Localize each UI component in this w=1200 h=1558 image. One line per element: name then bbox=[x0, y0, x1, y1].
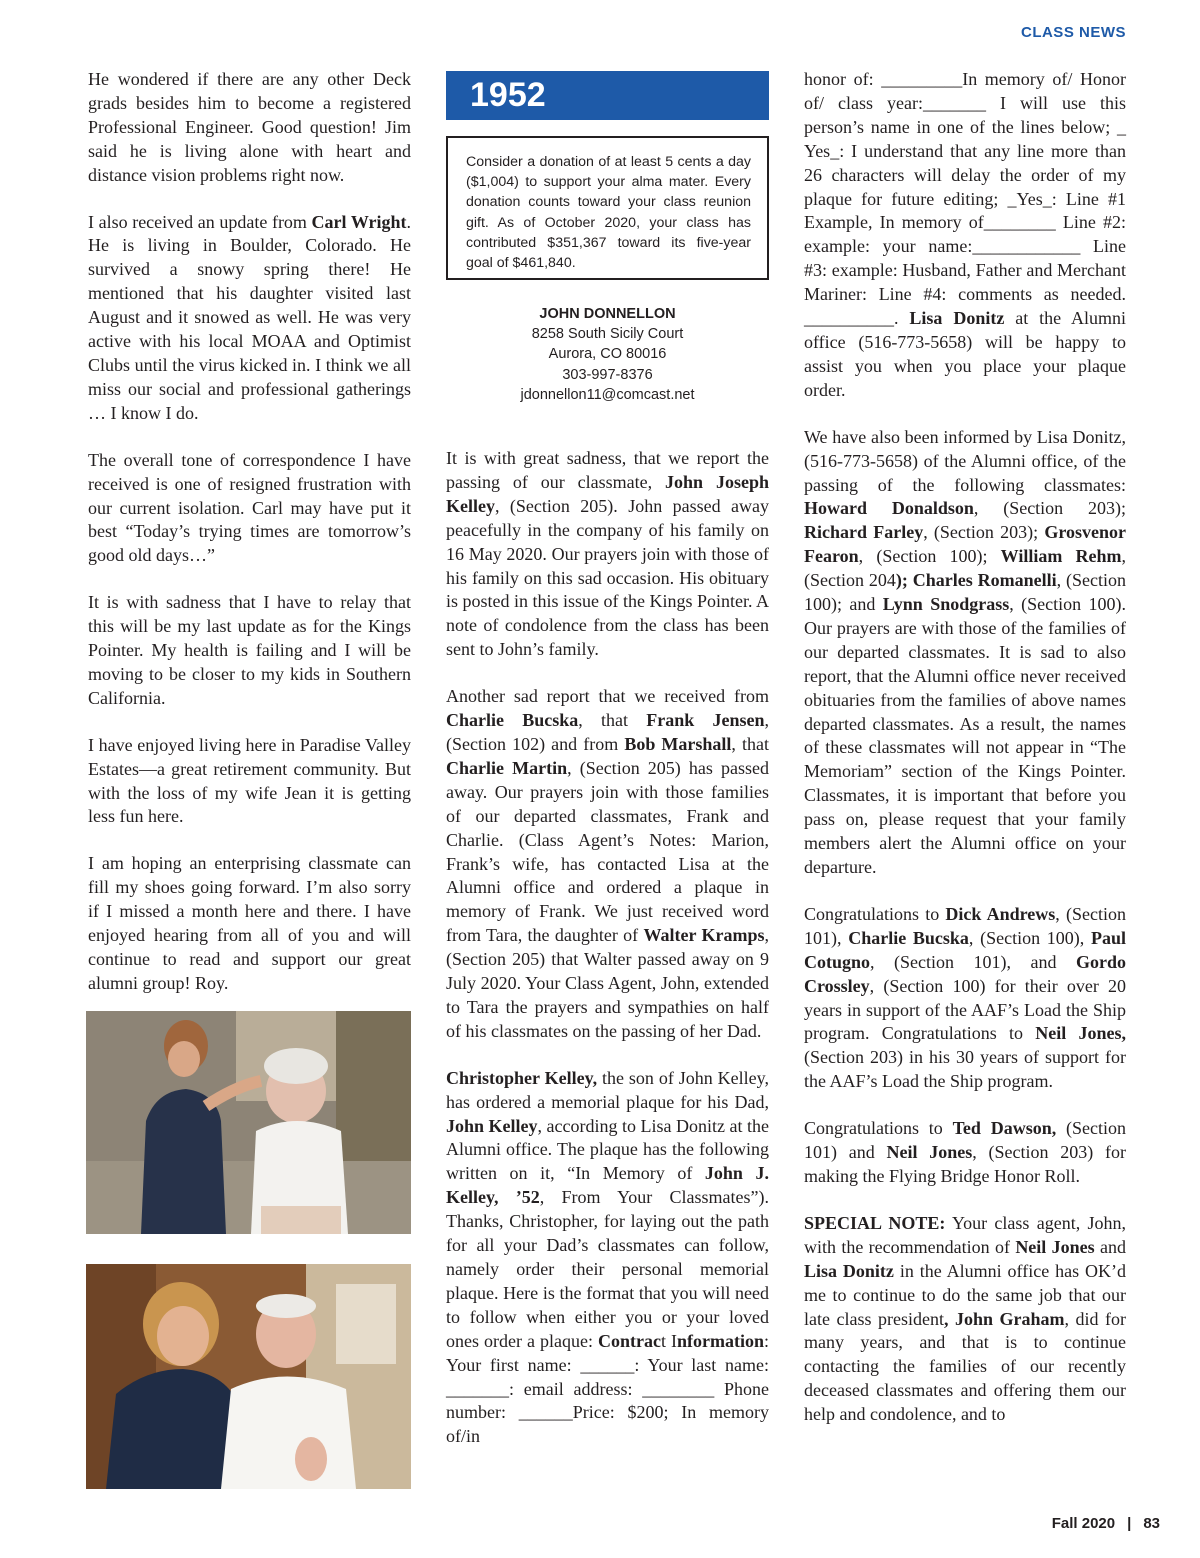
text-run: John Kelley bbox=[446, 1115, 538, 1136]
col3-paragraph bbox=[804, 1117, 1126, 1189]
photo-portrait bbox=[86, 1264, 411, 1489]
text-run: William Rehm bbox=[1000, 546, 1122, 567]
text-run: , (Section 101), bbox=[804, 903, 1126, 948]
col1-paragraph bbox=[88, 211, 411, 426]
text-run: , (Section 100), bbox=[968, 927, 1091, 948]
text-run: , (Section 102) and from bbox=[446, 710, 770, 754]
text-run: (Section 203) in his 30 years of support for the AAF’s Load the Ship program. bbox=[804, 1047, 1126, 1092]
text-run: , (Section 205). John passed away peacefully in the company of his family on 16 May 2020. Our prayers join with those of his family on this sad occasion. His obituary is posted in this issue of the Kings Pointer. A note of condolence from the class has been sent to John’s family. bbox=[446, 495, 770, 660]
text-run: : Your first name: ______: Your last name: _______: email address: ________ Phone number: ______Price: $200; In memory of/in bbox=[446, 1330, 769, 1447]
contact-address-line2: Aurora, CO 80016 bbox=[548, 346, 667, 363]
text-run: , (Section 100); bbox=[858, 546, 1001, 567]
text-run: Lisa Donitz bbox=[909, 308, 1005, 329]
text-run: , (Section 205) that Walter passed away on 9 July 2020. Your Class Agent, John, extended to Tara the prayers and sympathies on half of his classmates on the passing of her Dad. bbox=[446, 925, 769, 1041]
text-run: honor of: _________In memory of/ Honor of/ class year:_______ I will use this person’s name in one of the lines below; _ Yes_: I understand that any line more than 26 characters will delay the order of my plaque for future editing; _Yes_: Line #1 Example, In memory of________ Line #2: example: your name:____________ Line #3: example: Husband, Father and Merchant Mariner: Line #4: comments as needed. __________. bbox=[804, 69, 1126, 329]
text-run: , according to Lisa Donitz at the Alumni office. The plaque has the following written on it, “In Memory of bbox=[446, 1115, 769, 1184]
text-run: John Joseph Kelley bbox=[446, 471, 769, 516]
col1-paragraph bbox=[88, 852, 411, 995]
text-run: , (Section 203); bbox=[923, 522, 1045, 543]
text-run: , (Section 204 bbox=[804, 546, 1126, 591]
contact-name: JOHN DONNELLON bbox=[539, 306, 676, 322]
text-run: Neil Jones bbox=[1015, 1236, 1095, 1257]
col1-paragraph bbox=[88, 591, 411, 711]
text-run: (Section 101) and bbox=[804, 1118, 1126, 1163]
text-run: , From Your Classmates”). Thanks, Christopher, for laying out the path for all your Dad’s classmates can follow, namely order their personal memorial plaque. Here is the format that you will need to follow when either you or your loved ones order a plaque: bbox=[446, 1187, 769, 1351]
footer-separator: | bbox=[1127, 1515, 1132, 1532]
text-run: , that bbox=[578, 710, 647, 731]
section-label: CLASS NEWS bbox=[1020, 24, 1126, 41]
col2-paragraph bbox=[446, 447, 769, 662]
contact-phone: 303-997-8376 bbox=[562, 366, 653, 383]
text-run: He wondered if there are any other Deck grads besides him to become a registered Professional Engineer. Good question! Jim said he is living alone with heart and distance vision problems right now. bbox=[88, 69, 411, 185]
text-run: Bob Marshall bbox=[624, 733, 732, 754]
text-run: John J. Kelley, ’52 bbox=[446, 1163, 769, 1208]
col1-paragraph bbox=[88, 734, 411, 830]
text-run: Gordo Crossley bbox=[804, 951, 1126, 996]
contact-email: jdonnellon11@comcast.net bbox=[520, 386, 695, 403]
text-run: We have also been informed by Lisa Donitz, (516-773-5658) of the Alumni office, of the passing of the following classmates: bbox=[804, 426, 1126, 495]
text-run: , (Section 205) has passed away. Our prayers join with those families of our departed classmates, Frank and Charlie. (Class Agent’s Notes: Marion, Frank’s wife, has contacted Lisa at the Alumni office and ordered a plaque in memory of Frank. We just received word from Tara, the daughter of bbox=[446, 757, 769, 946]
class-year-banner: 1952 bbox=[446, 71, 769, 120]
text-run: Charlie Martin bbox=[446, 757, 568, 778]
col3-paragraph bbox=[804, 903, 1126, 1094]
text-run: Carl Wright bbox=[311, 211, 407, 232]
text-run: The overall tone of correspondence I have received is one of resigned frustration with our current isolation. Carl may have put it best “Today’s trying times are tomorrow’s good old days…” bbox=[88, 449, 411, 566]
page-number: 83 bbox=[1143, 1515, 1160, 1532]
text-run: , (Section 203) for making the Flying Bridge Honor Roll. bbox=[804, 1142, 1127, 1186]
text-run: Your class agent, John, with the recommendation of bbox=[804, 1212, 1126, 1257]
text-run: Frank Jensen bbox=[646, 710, 765, 731]
col3-paragraph bbox=[804, 426, 1126, 880]
col2-paragraph bbox=[446, 1067, 769, 1450]
text-run: , (Section 203); bbox=[973, 498, 1127, 519]
col3-paragraph bbox=[804, 68, 1126, 403]
text-run: It is with great sadness, that we report the passing of our classmate, bbox=[446, 448, 769, 492]
col2-paragraph bbox=[446, 685, 769, 1044]
text-run: Neil Jones bbox=[886, 1142, 973, 1163]
text-run: in the Alumni office has OK’d me to continue to do the same job that our late class president bbox=[804, 1260, 1126, 1329]
text-run: Charlie Bucska bbox=[446, 710, 579, 731]
class-agent-contact bbox=[446, 304, 769, 405]
text-run: Paul Cotugno bbox=[804, 927, 1127, 972]
text-run: Another sad report that we received from bbox=[446, 686, 769, 707]
contact-address-line1: 8258 South Sicily Court bbox=[531, 326, 684, 343]
text-run: nformation bbox=[676, 1330, 764, 1351]
col1-paragraph bbox=[88, 68, 411, 188]
text-run: Christopher Kelley, bbox=[446, 1067, 598, 1088]
donation-box: Consider a donation of at least 5 cents a day ($1,004) to support your alma mater. Every donation counts toward your class reunion gift. As of October 2020, your class has contributed $351,367 toward its five-year goal of $461,840. bbox=[446, 136, 769, 280]
text-run: It is with sadness that I have to relay that this will be my last update as for the Kings Pointer. My health is failing and I will be moving to be closer to my kids in Southern California. bbox=[88, 592, 411, 708]
text-run: Congratulations to bbox=[804, 903, 946, 924]
text-run: SPECIAL NOTE: bbox=[804, 1212, 946, 1233]
text-run: , (Section 100); and bbox=[804, 570, 1126, 615]
text-run: , that bbox=[731, 733, 769, 754]
text-run: Neil Jones, bbox=[1035, 1023, 1127, 1044]
text-run: at the Alumni office (516-773-5658) will be happy to assist you when you place your plaque order. bbox=[804, 308, 1126, 400]
text-run: , John Graham bbox=[943, 1308, 1065, 1329]
text-run: , did for many years, and that is to continue contacting the families of our recently deceased classmates and offering them our help and condolence, and to bbox=[804, 1308, 1126, 1425]
text-run: I am hoping an enterprising classmate can fill my shoes going forward. I’m also sorry if I missed a month here and there. I have enjoyed hearing from all of you and will continue to read and support our great alumni group! Roy. bbox=[88, 853, 411, 993]
text-run: Dick Andrews bbox=[945, 903, 1056, 924]
text-run: , (Section 100). Our prayers are with those of the families of our departed classmates. It is sad to also report, that the Alumni office never received obituaries from the families of above names departed classmates. As a result, the names of these classmates will not appear in “The Memoriam” section of the Kings Pointer. Classmates, it is important that before you pass on, please request that your family members alert the Alumni office on your departure. bbox=[804, 594, 1126, 877]
col3-paragraph bbox=[804, 1212, 1126, 1427]
page-footer bbox=[1052, 1515, 1160, 1532]
text-run: I also received an update from bbox=[88, 211, 312, 232]
text-run: , (Section 100) for their over 20 years in support of the AAF’s Load the Ship program. Congratulations to bbox=[804, 975, 1126, 1044]
text-run: Lynn Snodgrass bbox=[882, 594, 1010, 615]
text-run: , (Section 101), and bbox=[870, 951, 1076, 972]
text-run: Lisa Donitz bbox=[804, 1260, 894, 1281]
column-middle bbox=[446, 447, 769, 1472]
text-run: and bbox=[1094, 1236, 1126, 1257]
text-run: I have enjoyed living here in Paradise Valley Estates—a great retirement community. But with the loss of my wife Jean it is getting less fun here. bbox=[88, 734, 411, 827]
text-run: Walter Kramps bbox=[643, 925, 765, 946]
text-run: Congratulations to bbox=[804, 1118, 953, 1139]
text-run: Grosvenor Fearon bbox=[804, 522, 1126, 567]
text-run: Richard Farley bbox=[804, 522, 924, 543]
photo-haircut bbox=[86, 1011, 411, 1234]
column-right bbox=[804, 68, 1126, 1450]
issue-label: Fall 2020 bbox=[1051, 1515, 1116, 1532]
text-run: t I bbox=[660, 1330, 677, 1351]
text-run: the son of John Kelley, has ordered a memorial plaque for his Dad, bbox=[446, 1067, 769, 1112]
text-run: . He is living in Boulder, Colorado. He survived a snowy spring there! He mentioned that his daughter visited last August and it snowed as well. He was very active with his local MOAA and Optimist Clubs until the virus kicked in. I think we all miss our social and professional gatherings … I know I do. bbox=[88, 211, 411, 423]
col1-paragraph bbox=[88, 449, 411, 569]
text-run: Charlie Bucska bbox=[848, 927, 969, 948]
column-left bbox=[88, 68, 411, 1066]
text-run: Contrac bbox=[597, 1330, 661, 1351]
text-run: Howard Donaldson bbox=[804, 498, 974, 519]
text-run: Ted Dawson, bbox=[952, 1118, 1057, 1139]
text-run: ); Charles Romanelli bbox=[895, 570, 1057, 591]
